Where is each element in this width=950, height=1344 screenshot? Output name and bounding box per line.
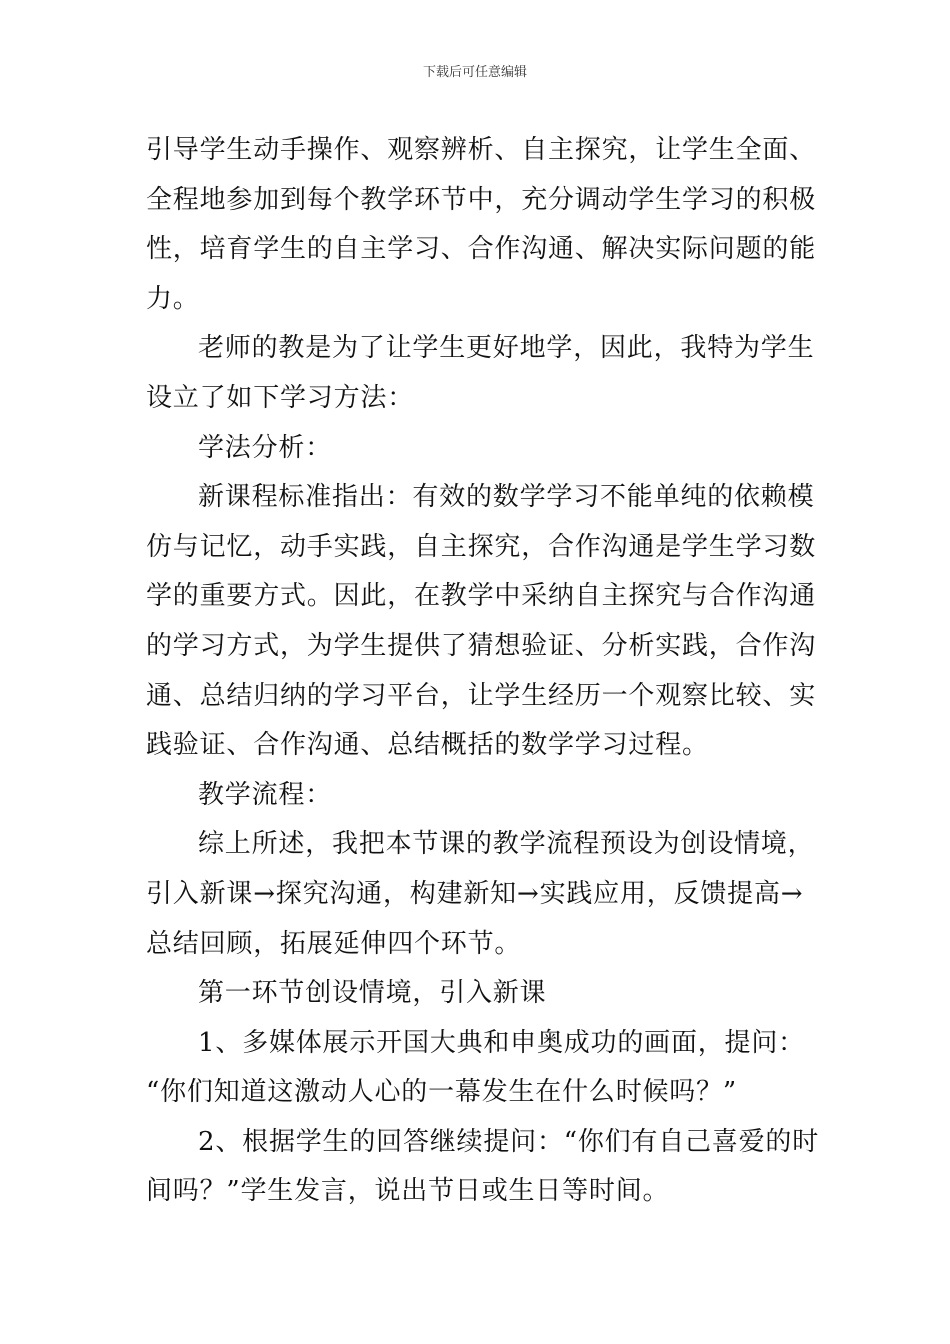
document-body <box>146 126 820 1217</box>
text-line: 力。 <box>146 283 200 314</box>
text-line: 设立了如下学习方法： <box>146 382 415 413</box>
text-line: 引入新课→探究沟通，构建新知→实践应用，反馈提高→ <box>146 878 804 909</box>
list-item-1 <box>146 1019 808 1118</box>
text-line: 仿与记忆，动手实践，自主探究，合作沟通是学生学习数 <box>146 531 817 562</box>
paragraph-2 <box>146 324 815 423</box>
text-line: 新课程标准指出：有效的数学学习不能单纯的依赖模 <box>198 482 815 513</box>
list-item-2 <box>146 1118 820 1217</box>
text-line: 间吗？”学生发言，说出节日或生日等时间。 <box>146 1176 670 1207</box>
paragraph-3 <box>146 473 817 771</box>
text-line: 全程地参加到每个教学环节中，充分调动学生学习的积极 <box>146 184 817 215</box>
text-line: 引导学生动手操作、观察辨析、自主探究，让学生全面、 <box>146 135 817 165</box>
section-heading-step-1 <box>146 969 808 1019</box>
paragraph-4 <box>146 820 815 969</box>
text-line: 学法分析： <box>198 432 333 463</box>
text-line: 性，培育学生的自主学习、合作沟通、解决实际问题的能 <box>146 234 817 265</box>
text-line: 践验证、合作沟通、总结概括的数学学习过程。 <box>146 730 709 761</box>
text-line: 通、总结归纳的学习平台，让学生经历一个观察比较、实 <box>146 680 817 711</box>
text-line: “你们知道这激动人心的一幕发生在什么时候吗？” <box>146 1077 737 1108</box>
text-line: 第一环节创设情境，引入新课 <box>198 978 547 1009</box>
section-heading-flow <box>146 771 808 821</box>
text-line: 综上所述，我把本节课的教学流程预设为创设情境， <box>198 829 815 860</box>
text-line: 学的重要方式。因此，在教学中采纳自主探究与合作沟通 <box>146 581 817 612</box>
text-line: 老师的教是为了让学生更好地学，因此，我特为学生 <box>198 333 815 364</box>
section-heading-method <box>146 424 808 474</box>
page-header: 下载后可任意编辑 <box>422 65 527 80</box>
text-line: 2、根据学生的回答继续提问：“你们有自己喜爱的时 <box>198 1126 820 1157</box>
text-line: 1、多媒体展示开国大典和申奥成功的画面，提问： <box>198 1027 805 1058</box>
text-line: 的学习方式，为学生提供了猜想验证、分析实践，合作沟 <box>146 630 817 661</box>
paragraph-1 <box>146 126 817 324</box>
text-line: 教学流程： <box>198 779 333 810</box>
text-line: 总结回顾，拓展延伸四个环节。 <box>146 928 522 959</box>
